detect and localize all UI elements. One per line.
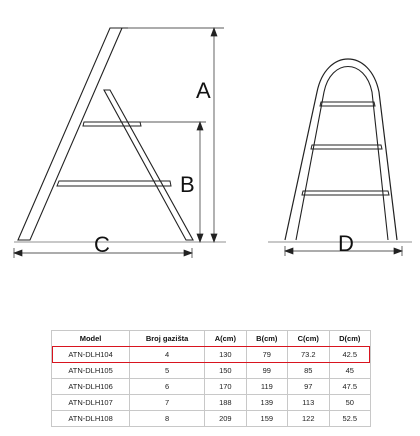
dimension-a-label: A [196, 78, 211, 103]
header-d: D(cm) [329, 331, 370, 347]
cell-steps: 4 [130, 347, 205, 363]
cell-c: 85 [288, 363, 329, 379]
cell-model: ATN-DLH107 [52, 395, 130, 411]
cell-d: 45 [329, 363, 370, 379]
cell-d: 50 [329, 395, 370, 411]
cell-a: 209 [205, 411, 246, 427]
cell-steps: 6 [130, 379, 205, 395]
dimension-d [285, 231, 402, 256]
cell-d: 42.5 [329, 347, 370, 363]
dimension-b-label: B [180, 172, 195, 197]
cell-b: 159 [246, 411, 287, 427]
cell-model: ATN-DLH105 [52, 363, 130, 379]
spec-table [51, 330, 371, 427]
cell-model: ATN-DLH104 [52, 347, 130, 363]
header-c: C(cm) [288, 331, 329, 347]
header-b: B(cm) [246, 331, 287, 347]
table-row [52, 379, 371, 395]
cell-steps: 5 [130, 363, 205, 379]
front-step-2 [311, 145, 382, 149]
front-step-3 [302, 191, 389, 195]
cell-a: 188 [205, 395, 246, 411]
cell-d: 52.5 [329, 411, 370, 427]
cell-steps: 8 [130, 411, 205, 427]
dimension-b [140, 122, 206, 242]
table-row [52, 395, 371, 411]
cell-model: ATN-DLH106 [52, 379, 130, 395]
cell-b: 79 [246, 347, 287, 363]
front-view [268, 59, 412, 242]
cell-model: ATN-DLH108 [52, 411, 130, 427]
table-row [52, 411, 371, 427]
header-a: A(cm) [205, 331, 246, 347]
cell-a: 150 [205, 363, 246, 379]
cell-c: 97 [288, 379, 329, 395]
back-leg [104, 90, 193, 240]
cell-steps: 7 [130, 395, 205, 411]
cell-a: 130 [205, 347, 246, 363]
cell-c: 113 [288, 395, 329, 411]
cell-d: 47.5 [329, 379, 370, 395]
dimension-c [14, 232, 192, 258]
header-model: Model [52, 331, 130, 347]
dimension-a [122, 28, 224, 242]
cell-b: 139 [246, 395, 287, 411]
table-header-row [52, 331, 371, 347]
side-view [14, 28, 226, 242]
dimension-c-label: C [94, 232, 110, 257]
cell-a: 170 [205, 379, 246, 395]
front-step-1 [320, 102, 375, 106]
front-leg [18, 28, 122, 240]
side-step-1 [83, 122, 141, 126]
cell-c: 122 [288, 411, 329, 427]
inner-frame [296, 67, 388, 241]
table-row [52, 363, 371, 379]
cell-b: 99 [246, 363, 287, 379]
dimension-d-label: D [338, 231, 354, 256]
header-steps: Broj gazišta [130, 331, 205, 347]
cell-c: 73.2 [288, 347, 329, 363]
table-row [52, 347, 371, 363]
cell-b: 119 [246, 379, 287, 395]
